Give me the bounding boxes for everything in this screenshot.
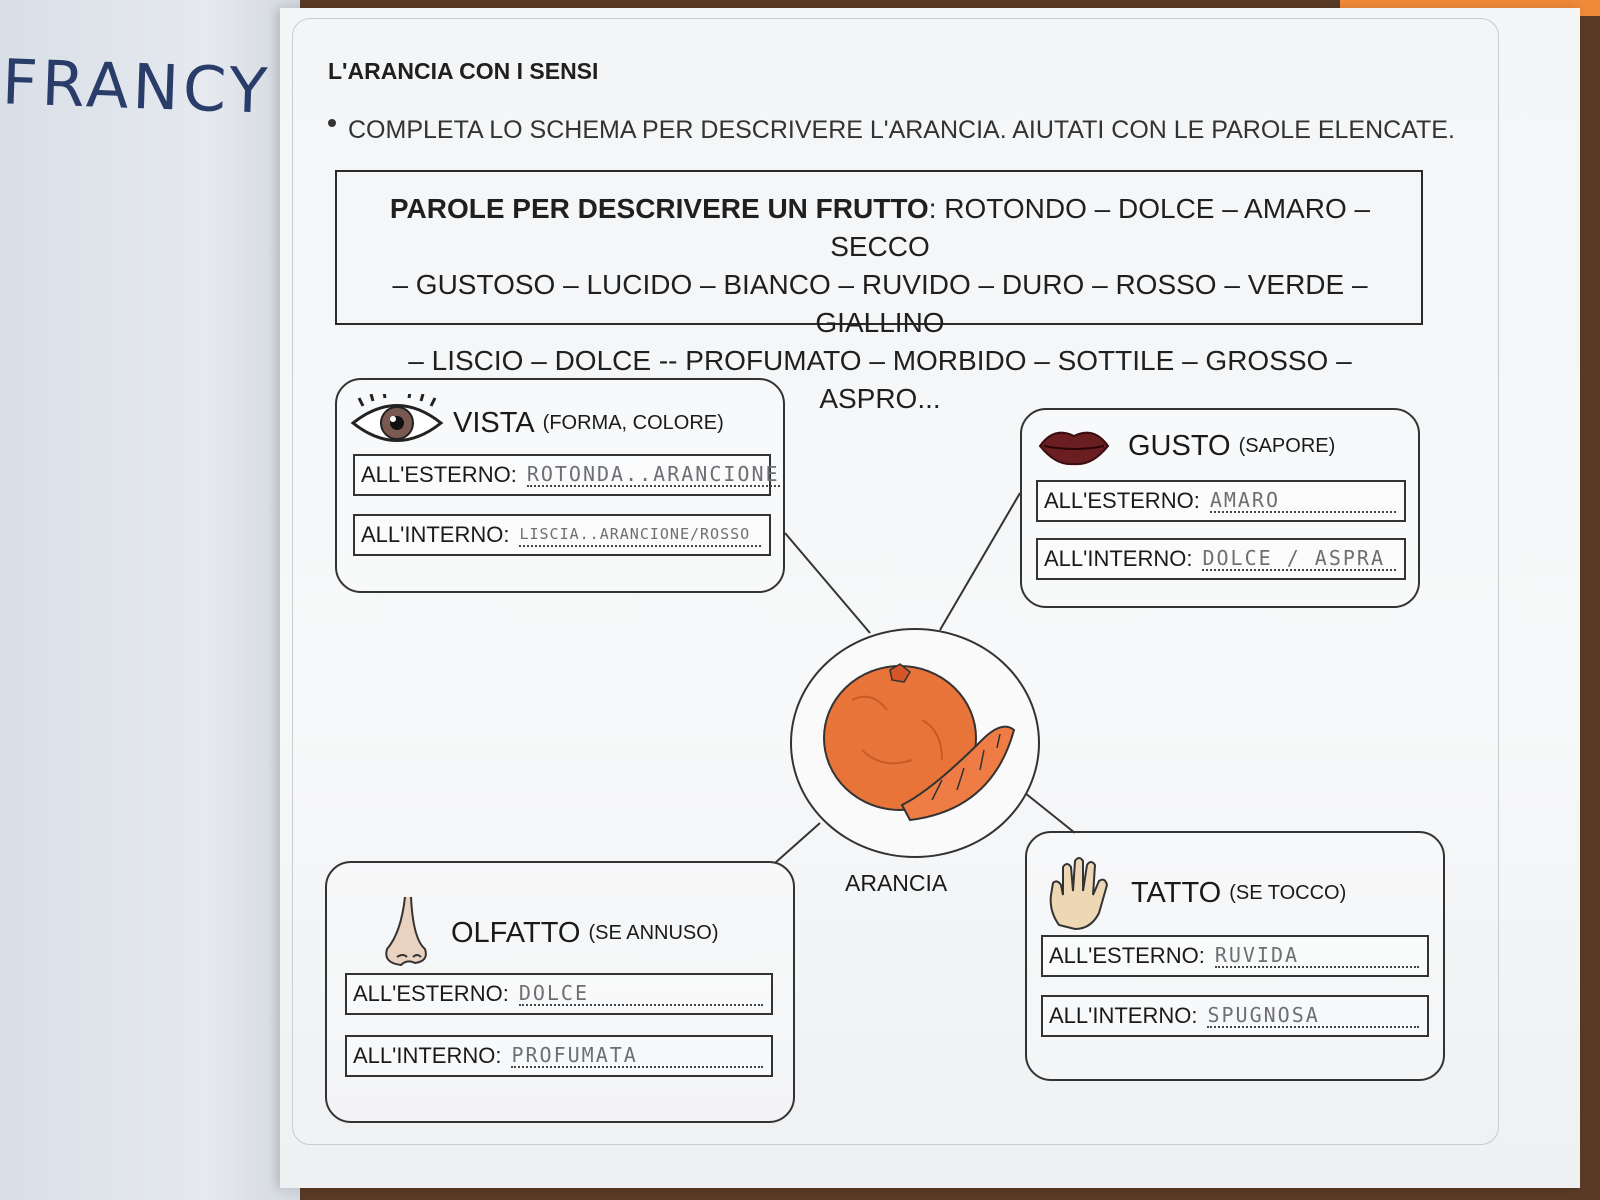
gusto-interno-answer[interactable]: DOLCE / ASPRA <box>1202 547 1396 571</box>
olfatto-esterno-label: ALL'ESTERNO: <box>353 981 509 1006</box>
word-box-line-2: – GUSTOSO – LUCIDO – BIANCO – RUVIDO – DURO – ROSSO – VERDE – GIALLINO <box>392 269 1368 338</box>
gusto-esterno-label: ALL'ESTERNO: <box>1044 488 1200 513</box>
worksheet <box>280 8 1580 1188</box>
olfatto-esterno-answer[interactable]: DOLCE <box>519 982 763 1006</box>
sense-box-olfatto <box>325 861 795 1123</box>
orange-icon <box>792 630 1038 856</box>
tatto-esterno-label: ALL'ESTERNO: <box>1049 943 1205 968</box>
vista-subtitle: (FORMA, COLORE) <box>542 411 724 434</box>
vista-title: VISTA <box>453 406 535 439</box>
tatto-subtitle: (SE TOCCO) <box>1229 881 1347 904</box>
connector-vista <box>785 533 870 633</box>
tatto-title: TATTO <box>1131 876 1222 909</box>
tatto-esterno-row <box>1041 935 1429 977</box>
olfatto-interno-row <box>345 1035 773 1077</box>
vista-esterno-answer[interactable]: ROTONDA..ARANCIONE <box>526 462 780 486</box>
sense-head-vista <box>349 394 724 452</box>
sense-box-vista <box>335 378 785 593</box>
word-box-line-3: – LISCIO – DOLCE -- PROFUMATO – MORBIDO – SOTTILE – GROSSO – ASPRO... <box>408 345 1352 414</box>
olfatto-interno-answer[interactable]: PROFUMATA <box>511 1044 763 1068</box>
gusto-interno-label: ALL'INTERNO: <box>1044 546 1193 571</box>
hand-icon <box>1045 855 1115 931</box>
tatto-interno-label: ALL'INTERNO: <box>1049 1003 1198 1028</box>
gusto-esterno-answer[interactable]: AMARO <box>1210 489 1396 513</box>
eye-icon <box>349 394 445 452</box>
lips-icon <box>1036 422 1112 470</box>
instruction-text: COMPLETA LO SCHEMA PER DESCRIVERE L'ARANCIA. AIUTATI CON LE PAROLE ELENCATE. <box>348 116 1455 144</box>
sense-box-tatto <box>1025 831 1445 1081</box>
left-notebook-page <box>0 0 300 1200</box>
vista-interno-label: ALL'INTERNO: <box>361 522 510 547</box>
olfatto-esterno-row <box>345 973 773 1015</box>
tatto-esterno-answer[interactable]: RUVIDA <box>1215 944 1419 968</box>
vista-interno-row <box>353 514 771 556</box>
sense-box-gusto <box>1020 408 1420 608</box>
orange-illustration-circle <box>790 628 1040 858</box>
sense-head-gusto <box>1036 422 1335 470</box>
word-box-lead: PAROLE PER DESCRIVERE UN FRUTTO <box>389 193 929 224</box>
nose-icon <box>377 893 437 973</box>
gusto-esterno-row <box>1036 480 1406 522</box>
gusto-interno-row <box>1036 538 1406 580</box>
word-box-line1-text: ROTONDO – DOLCE – AMARO – SECCO <box>830 193 1371 262</box>
vista-esterno-row <box>353 454 780 496</box>
olfatto-interno-label: ALL'INTERNO: <box>353 1043 502 1068</box>
student-name-handwriting: FRANCY <box>0 45 273 128</box>
tatto-interno-row <box>1041 995 1429 1037</box>
connector-gusto <box>940 493 1020 630</box>
sense-head-tatto <box>1045 855 1346 931</box>
center-label: ARANCIA <box>845 870 948 896</box>
olfatto-subtitle: (SE ANNUSO) <box>588 921 719 944</box>
word-box-line-1: PAROLE PER DESCRIVERE UN FRUTTO: ROTONDO – DOLCE – AMARO – SECCO <box>389 193 1371 262</box>
sense-head-olfatto <box>377 893 718 973</box>
gusto-subtitle: (SAPORE) <box>1238 434 1336 457</box>
olfatto-title: OLFATTO <box>451 916 581 949</box>
gusto-title: GUSTO <box>1128 429 1231 462</box>
tatto-interno-answer[interactable]: SPUGNOSA <box>1207 1004 1419 1028</box>
vista-esterno-label: ALL'ESTERNO: <box>361 462 517 487</box>
page-title: L'ARANCIA CON I SENSI <box>328 58 599 84</box>
vista-interno-answer[interactable]: LISCIA..ARANCIONE/ROSSO <box>519 523 761 547</box>
